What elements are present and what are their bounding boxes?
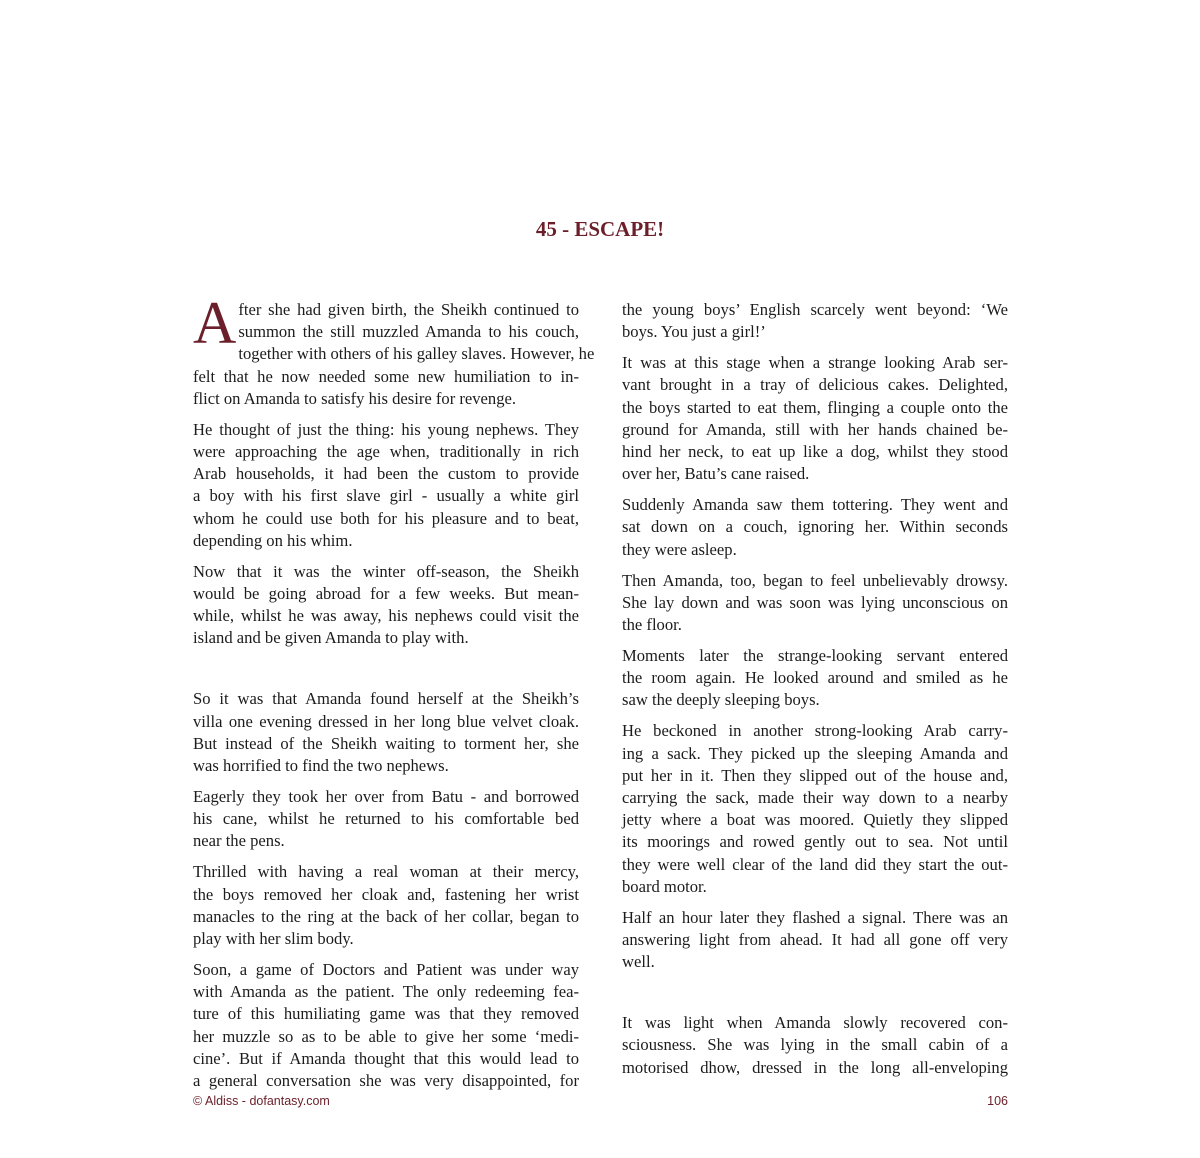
text-line: the room again. He looked around and smiled as he bbox=[622, 668, 1008, 688]
paragraph bbox=[622, 494, 1008, 561]
text-line: It was at this stage when a strange looking Arab ser- bbox=[622, 353, 1008, 373]
text-line: boys. You just a girl!’ bbox=[622, 322, 766, 342]
text-line: while, whilst he was away, his nephews could visit the bbox=[193, 606, 579, 626]
section-break bbox=[622, 982, 1008, 1012]
text-line: He beckoned in another strong-looking Arab carry- bbox=[622, 721, 1008, 741]
paragraph bbox=[193, 861, 579, 950]
text-line: they were well clear of the land did they start the out- bbox=[622, 854, 1008, 874]
left-column bbox=[193, 290, 595, 1101]
page-number: 106 bbox=[987, 1094, 1008, 1108]
text-line: Half an hour later they flashed a signal. There was an bbox=[622, 907, 1008, 927]
text-line: Arab households, it had been the custom to provide bbox=[193, 464, 579, 484]
text-line: answering light from ahead. It had all gone off very bbox=[622, 930, 1008, 950]
text-line: villa one evening dressed in her long blue velvet cloak. bbox=[193, 711, 579, 731]
text-line: sat down on a couch, ignoring her. Within seconds bbox=[622, 517, 1008, 537]
paragraph bbox=[193, 419, 579, 552]
text-line: well. bbox=[622, 952, 655, 972]
text-line: Soon, a game of Doctors and Patient was under way bbox=[193, 960, 579, 980]
text-line: hind her neck, to eat up like a dog, whilst they stood bbox=[622, 442, 1008, 462]
text-line: manacles to the ring at the back of her collar, began to bbox=[193, 906, 579, 926]
text-line: She lay down and was soon was lying unconscious on bbox=[622, 592, 1008, 612]
paragraph bbox=[193, 290, 595, 410]
paragraph bbox=[193, 688, 579, 777]
text-line: So it was that Amanda found herself at the Sheikh’s bbox=[193, 689, 579, 709]
text-line: her muzzle so as to be able to give her some ‘medi- bbox=[193, 1026, 579, 1046]
text-line: carrying the sack, made their way down to a nearby bbox=[622, 788, 1008, 808]
text-line: sciousness. She was lying in the small cabin of a bbox=[622, 1035, 1008, 1055]
text-line: would be going abroad for a few weeks. But mean- bbox=[193, 584, 579, 604]
paragraph bbox=[622, 570, 1008, 637]
text-line: Eagerly they took her over from Batu - and borrowed bbox=[193, 787, 579, 807]
paragraph bbox=[622, 645, 1008, 712]
text-line: the young boys’ English scarcely went beyond: ‘We bbox=[622, 300, 1008, 319]
text-line: island and be given Amanda to play with. bbox=[193, 628, 469, 648]
text-line: with Amanda as the patient. The only redeeming fea- bbox=[193, 982, 579, 1002]
drop-cap: A bbox=[193, 290, 237, 356]
paragraph bbox=[622, 907, 1008, 974]
text-line: Then Amanda, too, began to feel unbelievably drowsy. bbox=[622, 570, 1008, 590]
text-line: board motor. bbox=[622, 876, 707, 896]
text-line: fter she had given birth, the Sheikh continued to bbox=[238, 300, 579, 319]
text-line: jetty where a boat was moored. Quietly they slipped bbox=[622, 810, 1008, 830]
text-line: vant brought in a tray of delicious cakes. Delighted, bbox=[622, 375, 1008, 395]
paragraph bbox=[193, 959, 579, 1092]
text-line: near the pens. bbox=[193, 831, 285, 851]
paragraph bbox=[622, 299, 1008, 343]
text-line: the boys started to eat them, flinging a couple onto the bbox=[622, 397, 1008, 417]
text-line: the boys removed her cloak and, fastening her wrist bbox=[193, 884, 579, 904]
text-line: its moorings and rowed gently out to sea. Not until bbox=[622, 832, 1008, 852]
text-line: saw the deeply sleeping boys. bbox=[622, 690, 820, 710]
text-line: his cane, whilst he returned to his comfortable bed bbox=[193, 809, 579, 829]
paragraph bbox=[622, 352, 1008, 485]
text-line: the floor. bbox=[622, 615, 682, 635]
text-line: was horrified to find the two nephews. bbox=[193, 756, 449, 776]
text-line: over her, Batu’s cane raised. bbox=[622, 464, 810, 484]
text-line: motorised dhow, dressed in the long all-enveloping bbox=[622, 1057, 1008, 1077]
text-line: Suddenly Amanda saw them tottering. They went and bbox=[622, 495, 1008, 515]
text-line: a general conversation she was very disappointed, for bbox=[193, 1071, 579, 1091]
text-line: they were asleep. bbox=[622, 539, 737, 559]
text-line: ture of this humiliating game was that they removed bbox=[193, 1004, 579, 1024]
text-line: flict on Amanda to satisfy his desire for revenge. bbox=[193, 388, 517, 408]
text-line: were approaching the age when, traditionally in rich bbox=[193, 442, 579, 462]
text-line: Now that it was the winter off-season, the Sheikh bbox=[193, 561, 579, 581]
text-line: a boy with his first slave girl - usually a white girl bbox=[193, 486, 579, 506]
paragraph bbox=[193, 561, 579, 650]
text-line: together with others of his galley slaves. However, he bbox=[238, 344, 595, 364]
paragraph bbox=[193, 786, 579, 853]
text-line: It was light when Amanda slowly recovered con- bbox=[622, 1013, 1008, 1033]
text-line: He thought of just the thing: his young nephews. They bbox=[193, 419, 579, 439]
right-column bbox=[622, 299, 1008, 1088]
chapter-title: 45 - ESCAPE! bbox=[535, 217, 665, 241]
paragraph bbox=[622, 720, 1008, 898]
text-line: felt that he now needed some new humiliation to in- bbox=[193, 366, 579, 386]
text-line: summon the still muzzled Amanda to his couch, bbox=[238, 322, 579, 342]
text-line: ing a sack. They picked up the sleeping Amanda and bbox=[622, 743, 1008, 763]
text-line: Moments later the strange-looking servant entered bbox=[622, 646, 1008, 666]
text-line: Thrilled with having a real woman at their mercy, bbox=[193, 862, 579, 882]
paragraph bbox=[622, 1012, 1008, 1079]
text-line: play with her slim body. bbox=[193, 929, 354, 949]
text-line: But instead of the Sheikh waiting to torment her, she bbox=[193, 733, 579, 753]
section-break bbox=[193, 658, 579, 688]
text-line: put her in it. Then they slipped out of the house and, bbox=[622, 765, 1008, 785]
text-line: cine’. But if Amanda thought that this would lead to bbox=[193, 1048, 579, 1068]
text-line: depending on his whim. bbox=[193, 530, 353, 550]
text-line: ground for Amanda, still with her hands chained be- bbox=[622, 419, 1008, 439]
text-line: whom he could use both for his pleasure and to beat, bbox=[193, 508, 579, 528]
footer-copyright: © Aldiss - dofantasy.com bbox=[193, 1094, 330, 1108]
